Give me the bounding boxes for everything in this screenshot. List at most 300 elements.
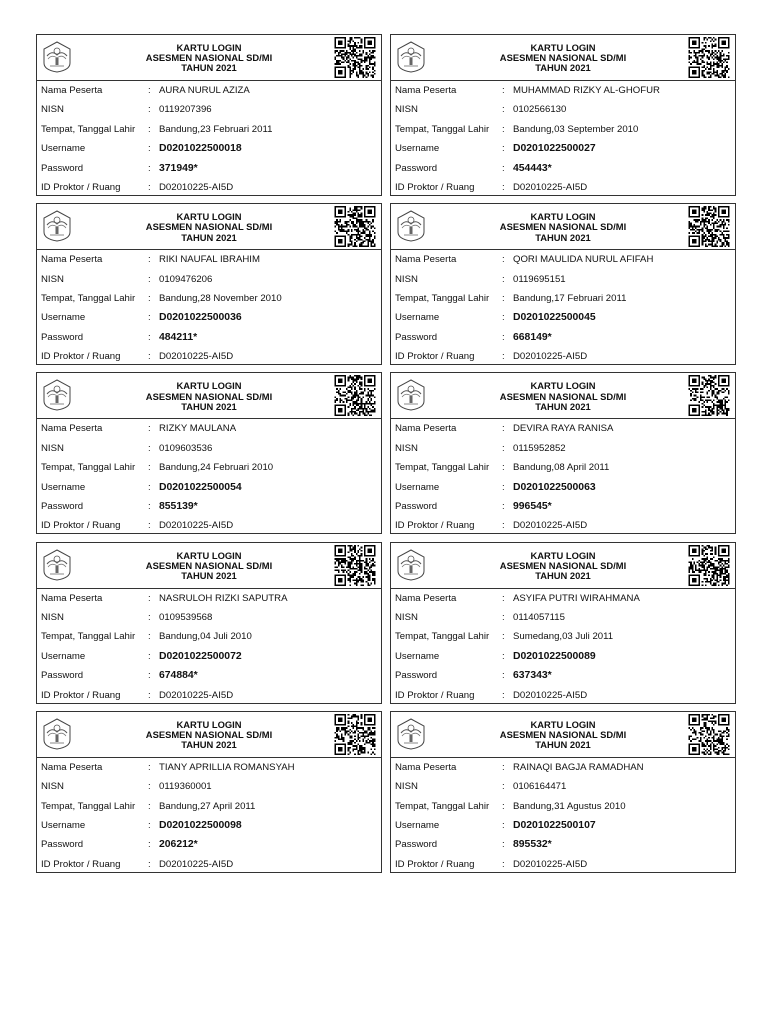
value-username: D0201022500036 bbox=[159, 312, 242, 324]
title-line-3: TAHUN 2021 bbox=[181, 400, 237, 412]
separator: : bbox=[148, 273, 151, 285]
label-proktor: ID Proktor / Ruang bbox=[395, 858, 475, 870]
card-header bbox=[391, 712, 735, 758]
field-nama bbox=[395, 250, 731, 269]
field-nama bbox=[395, 419, 731, 438]
separator: : bbox=[502, 85, 505, 96]
label-username: Username bbox=[41, 650, 86, 662]
label-username: Username bbox=[395, 312, 440, 324]
field-username bbox=[395, 647, 731, 666]
label-nisn: NISN bbox=[395, 442, 418, 454]
label-nama: Nama Peserta bbox=[395, 254, 457, 266]
title-line-3: TAHUN 2021 bbox=[535, 570, 591, 581]
label-ttl: Tempat, Tanggal Lahir bbox=[41, 800, 136, 812]
separator: : bbox=[502, 611, 505, 623]
separator: : bbox=[148, 442, 151, 454]
qr-code-icon bbox=[333, 375, 377, 416]
separator: : bbox=[148, 839, 151, 851]
value-username: D0201022500107 bbox=[513, 819, 596, 831]
field-ttl bbox=[395, 289, 731, 308]
label-username: Username bbox=[395, 650, 440, 662]
field-proktor bbox=[41, 178, 377, 197]
card-fields bbox=[391, 250, 735, 366]
title-line-2: ASESMEN NASIONAL SD/MI bbox=[145, 559, 273, 571]
field-nisn bbox=[395, 608, 731, 627]
value-nama: ASYIFA PUTRI WIRAHMANA bbox=[513, 592, 640, 604]
card-title bbox=[37, 720, 381, 751]
label-nisn: NISN bbox=[395, 104, 418, 116]
title-line-2: ASESMEN NASIONAL SD/MI bbox=[145, 729, 273, 740]
separator: : bbox=[502, 858, 505, 870]
card-title bbox=[391, 43, 735, 74]
separator: : bbox=[148, 650, 151, 662]
label-ttl: Tempat, Tanggal Lahir bbox=[395, 123, 490, 135]
value-nama: RIKI NAUFAL IBRAHIM bbox=[159, 254, 260, 266]
separator: : bbox=[148, 351, 151, 363]
field-nisn bbox=[41, 270, 377, 289]
field-ttl bbox=[41, 289, 377, 308]
title-line-3: TAHUN 2021 bbox=[181, 570, 237, 581]
label-ttl: Tempat, Tanggal Lahir bbox=[395, 292, 490, 304]
card-fields bbox=[391, 419, 735, 535]
separator: : bbox=[148, 331, 151, 343]
value-nisn: 0109603536 bbox=[159, 442, 213, 454]
label-proktor: ID Proktor / Ruang bbox=[41, 858, 121, 870]
title-line-3: TAHUN 2021 bbox=[181, 231, 237, 243]
label-password: Password bbox=[41, 500, 84, 512]
value-nisn: 0109539568 bbox=[159, 611, 213, 623]
field-proktor bbox=[395, 178, 731, 197]
value-proktor: D02010225-AI5D bbox=[159, 520, 234, 532]
value-nama: RIZKY MAULANA bbox=[159, 423, 237, 435]
value-nisn: 0115952852 bbox=[513, 442, 566, 454]
separator: : bbox=[148, 292, 151, 304]
field-password bbox=[41, 328, 377, 347]
value-username: D0201022500018 bbox=[159, 143, 242, 155]
separator: : bbox=[502, 104, 505, 116]
qr-code-icon bbox=[687, 206, 731, 247]
label-nama: Nama Peserta bbox=[41, 592, 103, 604]
separator: : bbox=[148, 85, 151, 96]
separator: : bbox=[148, 181, 151, 193]
field-proktor bbox=[395, 516, 731, 535]
label-username: Username bbox=[395, 143, 440, 155]
title-line-1: KARTU LOGIN bbox=[176, 211, 242, 223]
card-fields bbox=[37, 250, 381, 366]
login-card bbox=[36, 34, 382, 196]
field-ttl bbox=[395, 120, 731, 139]
title-line-1: KARTU LOGIN bbox=[176, 380, 242, 392]
value-proktor: D02010225-AI5D bbox=[159, 181, 234, 193]
label-proktor: ID Proktor / Ruang bbox=[41, 351, 121, 363]
card-header bbox=[37, 373, 381, 419]
separator: : bbox=[502, 689, 505, 701]
field-nisn bbox=[395, 100, 731, 119]
qr-code-icon bbox=[687, 714, 731, 755]
label-username: Username bbox=[395, 481, 440, 493]
separator: : bbox=[148, 104, 151, 116]
label-nama: Nama Peserta bbox=[41, 85, 103, 96]
field-username bbox=[41, 308, 377, 327]
separator: : bbox=[502, 442, 505, 454]
card-header bbox=[37, 35, 381, 81]
label-proktor: ID Proktor / Ruang bbox=[41, 689, 121, 701]
value-password: 855139* bbox=[159, 500, 198, 512]
title-line-3: TAHUN 2021 bbox=[181, 62, 237, 74]
value-proktor: D02010225-AI5D bbox=[159, 689, 234, 701]
field-username bbox=[41, 478, 377, 497]
card-title bbox=[37, 551, 381, 582]
field-nama bbox=[395, 758, 731, 777]
separator: : bbox=[502, 331, 505, 343]
separator: : bbox=[502, 351, 505, 363]
card-header bbox=[391, 373, 735, 419]
separator: : bbox=[148, 689, 151, 701]
field-nama bbox=[41, 419, 377, 438]
label-ttl: Tempat, Tanggal Lahir bbox=[395, 800, 490, 812]
field-ttl bbox=[41, 120, 377, 139]
value-username: D0201022500098 bbox=[159, 819, 242, 831]
value-proktor: D02010225-AI5D bbox=[513, 520, 588, 532]
label-password: Password bbox=[395, 500, 438, 512]
label-password: Password bbox=[41, 670, 84, 682]
label-username: Username bbox=[41, 481, 86, 493]
separator: : bbox=[502, 312, 505, 324]
qr-code-icon bbox=[333, 545, 377, 586]
label-username: Username bbox=[41, 819, 86, 831]
field-nisn bbox=[41, 777, 377, 796]
title-line-1: KARTU LOGIN bbox=[530, 380, 596, 392]
qr-code-icon bbox=[333, 206, 377, 247]
title-line-1: KARTU LOGIN bbox=[530, 211, 596, 223]
label-nisn: NISN bbox=[41, 273, 64, 285]
value-password: 674884* bbox=[159, 670, 198, 682]
field-nisn bbox=[41, 439, 377, 458]
card-header bbox=[391, 35, 735, 81]
value-proktor: D02010225-AI5D bbox=[513, 858, 588, 870]
field-username bbox=[41, 647, 377, 666]
label-proktor: ID Proktor / Ruang bbox=[395, 351, 475, 363]
value-username: D0201022500054 bbox=[159, 481, 242, 493]
separator: : bbox=[148, 761, 151, 773]
label-nama: Nama Peserta bbox=[395, 423, 457, 435]
value-nisn: 0106164471 bbox=[513, 781, 567, 793]
title-line-3: TAHUN 2021 bbox=[535, 739, 591, 751]
label-nisn: NISN bbox=[395, 611, 418, 623]
separator: : bbox=[502, 162, 505, 174]
separator: : bbox=[502, 462, 505, 474]
title-line-1: KARTU LOGIN bbox=[176, 549, 242, 561]
field-nama bbox=[395, 589, 731, 608]
field-ttl bbox=[41, 797, 377, 816]
label-password: Password bbox=[41, 331, 84, 343]
field-ttl bbox=[395, 458, 731, 477]
card-title bbox=[391, 212, 735, 243]
field-password bbox=[395, 497, 731, 516]
login-card bbox=[36, 711, 382, 873]
label-username: Username bbox=[395, 819, 440, 831]
value-password: 206212* bbox=[159, 839, 198, 851]
label-proktor: ID Proktor / Ruang bbox=[41, 181, 121, 193]
label-nisn: NISN bbox=[41, 442, 64, 454]
value-nama: RAINAQI BAGJA RAMADHAN bbox=[513, 761, 644, 773]
title-line-1: KARTU LOGIN bbox=[530, 42, 596, 53]
label-ttl: Tempat, Tanggal Lahir bbox=[41, 292, 136, 304]
field-password bbox=[395, 835, 731, 854]
value-nama: MUHAMMAD RIZKY AL-GHOFUR bbox=[513, 85, 660, 96]
field-nisn bbox=[395, 777, 731, 796]
separator: : bbox=[502, 592, 505, 604]
title-line-3: TAHUN 2021 bbox=[535, 400, 591, 412]
separator: : bbox=[502, 761, 505, 773]
card-title bbox=[37, 43, 381, 74]
separator: : bbox=[148, 611, 151, 623]
value-ttl: Bandung,23 Februari 2011 bbox=[159, 123, 273, 135]
title-line-1: KARTU LOGIN bbox=[530, 718, 596, 730]
value-nama: AURA NURUL AZIZA bbox=[159, 85, 250, 96]
value-ttl: Sumedang,03 Juli 2011 bbox=[513, 631, 614, 643]
value-ttl: Bandung,27 April 2011 bbox=[159, 800, 256, 812]
label-password: Password bbox=[395, 670, 438, 682]
field-proktor bbox=[41, 347, 377, 366]
label-nama: Nama Peserta bbox=[395, 592, 457, 604]
label-nama: Nama Peserta bbox=[41, 423, 103, 435]
field-proktor bbox=[41, 516, 377, 535]
separator: : bbox=[502, 123, 505, 135]
field-password bbox=[395, 159, 731, 178]
value-username: D0201022500072 bbox=[159, 650, 242, 662]
value-username: D0201022500027 bbox=[513, 143, 596, 155]
title-line-2: ASESMEN NASIONAL SD/MI bbox=[145, 52, 273, 64]
value-nisn: 0109476206 bbox=[159, 273, 213, 285]
login-card bbox=[390, 203, 736, 365]
field-nama bbox=[41, 81, 377, 100]
label-ttl: Tempat, Tanggal Lahir bbox=[395, 462, 490, 474]
label-nama: Nama Peserta bbox=[41, 254, 103, 266]
title-line-2: ASESMEN NASIONAL SD/MI bbox=[499, 221, 627, 233]
field-username bbox=[395, 308, 731, 327]
title-line-1: KARTU LOGIN bbox=[176, 42, 242, 53]
value-password: 371949* bbox=[159, 162, 198, 174]
value-nama: DEVIRA RAYA RANISA bbox=[513, 423, 614, 435]
card-title bbox=[391, 551, 735, 582]
field-ttl bbox=[395, 797, 731, 816]
field-ttl bbox=[395, 627, 731, 646]
separator: : bbox=[148, 423, 151, 435]
field-nama bbox=[41, 250, 377, 269]
separator: : bbox=[502, 781, 505, 793]
separator: : bbox=[502, 143, 505, 155]
separator: : bbox=[502, 481, 505, 493]
value-password: 895532* bbox=[513, 839, 552, 851]
separator: : bbox=[502, 181, 505, 193]
value-proktor: D02010225-AI5D bbox=[159, 351, 234, 363]
label-nisn: NISN bbox=[395, 781, 418, 793]
card-header bbox=[37, 204, 381, 250]
field-proktor bbox=[395, 855, 731, 874]
title-line-1: KARTU LOGIN bbox=[176, 718, 242, 730]
field-nama bbox=[395, 81, 731, 100]
label-nisn: NISN bbox=[395, 273, 418, 285]
label-ttl: Tempat, Tanggal Lahir bbox=[395, 631, 490, 643]
login-card bbox=[390, 711, 736, 873]
card-title bbox=[391, 720, 735, 751]
title-line-2: ASESMEN NASIONAL SD/MI bbox=[145, 221, 273, 233]
qr-code-icon bbox=[333, 714, 377, 755]
label-nisn: NISN bbox=[41, 104, 64, 116]
label-nama: Nama Peserta bbox=[395, 85, 457, 96]
field-username bbox=[41, 816, 377, 835]
card-header bbox=[37, 543, 381, 589]
value-nama: TIANY APRILLIA ROMANSYAH bbox=[159, 761, 295, 773]
value-ttl: Bandung,03 September 2010 bbox=[513, 123, 639, 135]
separator: : bbox=[502, 500, 505, 512]
field-nama bbox=[41, 758, 377, 777]
separator: : bbox=[148, 481, 151, 493]
label-username: Username bbox=[41, 143, 86, 155]
separator: : bbox=[148, 781, 151, 793]
field-proktor bbox=[41, 686, 377, 705]
field-proktor bbox=[395, 347, 731, 366]
field-password bbox=[41, 497, 377, 516]
value-nisn: 0119695151 bbox=[513, 273, 566, 285]
value-proktor: D02010225-AI5D bbox=[159, 858, 234, 870]
login-card bbox=[390, 542, 736, 704]
label-password: Password bbox=[395, 331, 438, 343]
value-password: 637343* bbox=[513, 670, 552, 682]
separator: : bbox=[502, 292, 505, 304]
card-fields bbox=[391, 81, 735, 197]
login-card bbox=[390, 372, 736, 534]
label-nisn: NISN bbox=[41, 781, 64, 793]
login-card bbox=[36, 372, 382, 534]
separator: : bbox=[502, 423, 505, 435]
title-line-2: ASESMEN NASIONAL SD/MI bbox=[499, 52, 627, 64]
field-nisn bbox=[395, 439, 731, 458]
value-proktor: D02010225-AI5D bbox=[513, 689, 588, 701]
separator: : bbox=[502, 520, 505, 532]
qr-code-icon bbox=[333, 37, 377, 78]
separator: : bbox=[148, 800, 151, 812]
separator: : bbox=[148, 592, 151, 604]
label-nama: Nama Peserta bbox=[41, 761, 103, 773]
qr-code-icon bbox=[687, 375, 731, 416]
value-ttl: Bandung,31 Agustus 2010 bbox=[513, 800, 626, 812]
card-header bbox=[37, 712, 381, 758]
separator: : bbox=[148, 123, 151, 135]
field-username bbox=[395, 478, 731, 497]
value-username: D0201022500089 bbox=[513, 650, 596, 662]
login-card bbox=[36, 203, 382, 365]
value-proktor: D02010225-AI5D bbox=[513, 351, 588, 363]
separator: : bbox=[148, 520, 151, 532]
card-fields bbox=[37, 419, 381, 535]
field-password bbox=[41, 666, 377, 685]
title-line-2: ASESMEN NASIONAL SD/MI bbox=[499, 559, 627, 571]
value-nama: QORI MAULIDA NURUL AFIFAH bbox=[513, 254, 654, 266]
value-nisn: 0119207396 bbox=[159, 104, 212, 116]
separator: : bbox=[148, 312, 151, 324]
card-fields bbox=[37, 758, 381, 874]
label-password: Password bbox=[41, 839, 84, 851]
value-nisn: 0119360001 bbox=[159, 781, 212, 793]
value-password: 996545* bbox=[513, 500, 552, 512]
title-line-2: ASESMEN NASIONAL SD/MI bbox=[499, 729, 627, 740]
label-ttl: Tempat, Tanggal Lahir bbox=[41, 631, 136, 643]
field-nama bbox=[41, 589, 377, 608]
separator: : bbox=[148, 254, 151, 266]
label-proktor: ID Proktor / Ruang bbox=[395, 689, 475, 701]
value-username: D0201022500063 bbox=[513, 481, 596, 493]
field-nisn bbox=[41, 608, 377, 627]
title-line-3: TAHUN 2021 bbox=[535, 231, 591, 243]
label-password: Password bbox=[395, 162, 438, 174]
card-header bbox=[391, 543, 735, 589]
label-nama: Nama Peserta bbox=[395, 761, 457, 773]
value-proktor: D02010225-AI5D bbox=[513, 181, 588, 193]
card-fields bbox=[37, 589, 381, 705]
field-proktor bbox=[41, 855, 377, 874]
separator: : bbox=[148, 500, 151, 512]
login-card bbox=[36, 542, 382, 704]
separator: : bbox=[148, 631, 151, 643]
separator: : bbox=[148, 819, 151, 831]
field-password bbox=[41, 159, 377, 178]
separator: : bbox=[502, 670, 505, 682]
card-fields bbox=[391, 589, 735, 705]
label-nisn: NISN bbox=[41, 611, 64, 623]
field-proktor bbox=[395, 686, 731, 705]
field-nisn bbox=[41, 100, 377, 119]
field-password bbox=[395, 666, 731, 685]
card-fields bbox=[37, 81, 381, 197]
separator: : bbox=[148, 143, 151, 155]
field-nisn bbox=[395, 270, 731, 289]
field-username bbox=[395, 816, 731, 835]
value-nama: NASRULOH RIZKI SAPUTRA bbox=[159, 592, 288, 604]
value-nisn: 0114057115 bbox=[513, 611, 565, 623]
value-username: D0201022500045 bbox=[513, 312, 596, 324]
label-password: Password bbox=[395, 839, 438, 851]
field-username bbox=[41, 139, 377, 158]
value-ttl: Bandung,24 Februari 2010 bbox=[159, 462, 274, 474]
field-password bbox=[41, 835, 377, 854]
value-password: 668149* bbox=[513, 331, 552, 343]
separator: : bbox=[148, 462, 151, 474]
separator: : bbox=[148, 858, 151, 870]
label-proktor: ID Proktor / Ruang bbox=[395, 520, 475, 532]
label-ttl: Tempat, Tanggal Lahir bbox=[41, 462, 136, 474]
card-fields bbox=[391, 758, 735, 874]
value-password: 484211* bbox=[159, 331, 198, 343]
field-ttl bbox=[41, 627, 377, 646]
qr-code-icon bbox=[687, 545, 731, 586]
separator: : bbox=[502, 819, 505, 831]
title-line-3: TAHUN 2021 bbox=[181, 739, 237, 751]
card-header bbox=[391, 204, 735, 250]
separator: : bbox=[502, 839, 505, 851]
value-ttl: Bandung,17 Februari 2011 bbox=[513, 292, 627, 304]
value-ttl: Bandung,28 November 2010 bbox=[159, 292, 282, 304]
field-username bbox=[395, 139, 731, 158]
separator: : bbox=[502, 800, 505, 812]
value-nisn: 0102566130 bbox=[513, 104, 567, 116]
value-password: 454443* bbox=[513, 162, 552, 174]
title-line-2: ASESMEN NASIONAL SD/MI bbox=[499, 390, 627, 402]
separator: : bbox=[502, 631, 505, 643]
value-ttl: Bandung,04 Juli 2010 bbox=[159, 631, 252, 643]
label-proktor: ID Proktor / Ruang bbox=[395, 181, 475, 193]
